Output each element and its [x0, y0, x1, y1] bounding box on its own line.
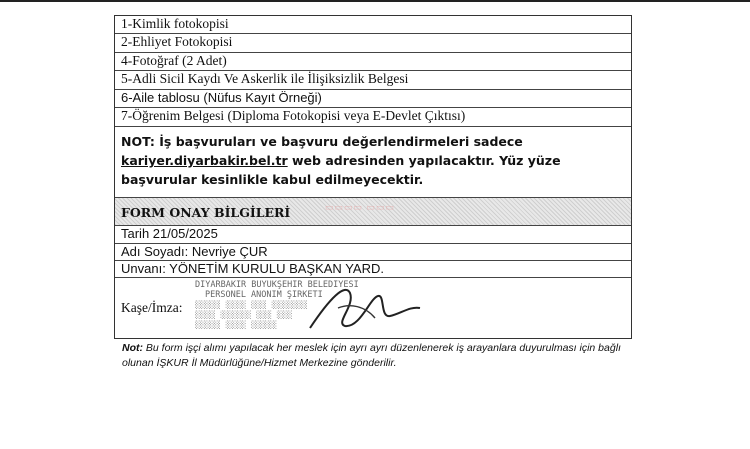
watermark-stamp: ▭▭▭▭ ▭▭▭ [325, 202, 396, 212]
careers-link[interactable]: kariyer.diyarbakir.bel.tr [121, 153, 288, 168]
stamp-label: Kaşe/İmza: [121, 300, 183, 315]
footnote: Not: Bu form işçi alımı yapılacak her meslek için ayrı ayrı düzenlenerek iş arayanlara duyurulması için bağlı olunan İŞKUR İl Müdürlüğüne/Hizmet Merkezine gönderilir. [122, 342, 621, 369]
item-row: 7-Öğrenim Belgesi (Diploma Fotokopisi veya E-Devlet Çıktısı) [115, 108, 631, 127]
signature-icon [290, 278, 430, 338]
item-row: 4-Fotoğraf (2 Adet) [115, 53, 631, 71]
stamp-signature-row [115, 278, 631, 338]
application-note: NOT: İş başvuruları ve başvuru değerlendirmeleri sadece kariyer.diyarbakir.bel.tr web adresinden yapılacaktır. Yüz yüze başvurular kesinlikle kabul edilmeyecektir. [115, 127, 631, 198]
item-row: 5-Adli Sicil Kaydı Ve Askerlik ile İlişiksizlik Belgesi [115, 71, 631, 90]
item-row: 2-Ehliyet Fotokopisi [115, 34, 631, 53]
item-row: 1-Kimlik fotokopisi [115, 16, 631, 34]
item-row: 6-Aile tablosu (Nüfus Kayıt Örneği) [115, 90, 631, 108]
top-border [0, 0, 750, 2]
name-row: Adı Soyadı: Nevriye ÇUR [115, 244, 631, 261]
title-row: Unvanı: YÖNETİM KURULU BAŞKAN YARD. [115, 261, 631, 278]
official-stamp: DİYARBAKIR BÜYÜKŞEHİR BELEDİYESİ PERSONEL ANONİM ŞİRKETİ ░░░░░ ░░░░ ░░░ ░░░░░░░ ░░░░ ░░░░░░ ░░░ ░░░ ░░░░░ ░░░░ ░░░░░ [195, 280, 359, 330]
approval-header: FORM ONAY BİLGİLERİ ▭▭▭▭ ▭▭▭ [115, 198, 631, 226]
requirements-form [114, 15, 632, 339]
date-row: Tarih 21/05/2025 [115, 226, 631, 244]
